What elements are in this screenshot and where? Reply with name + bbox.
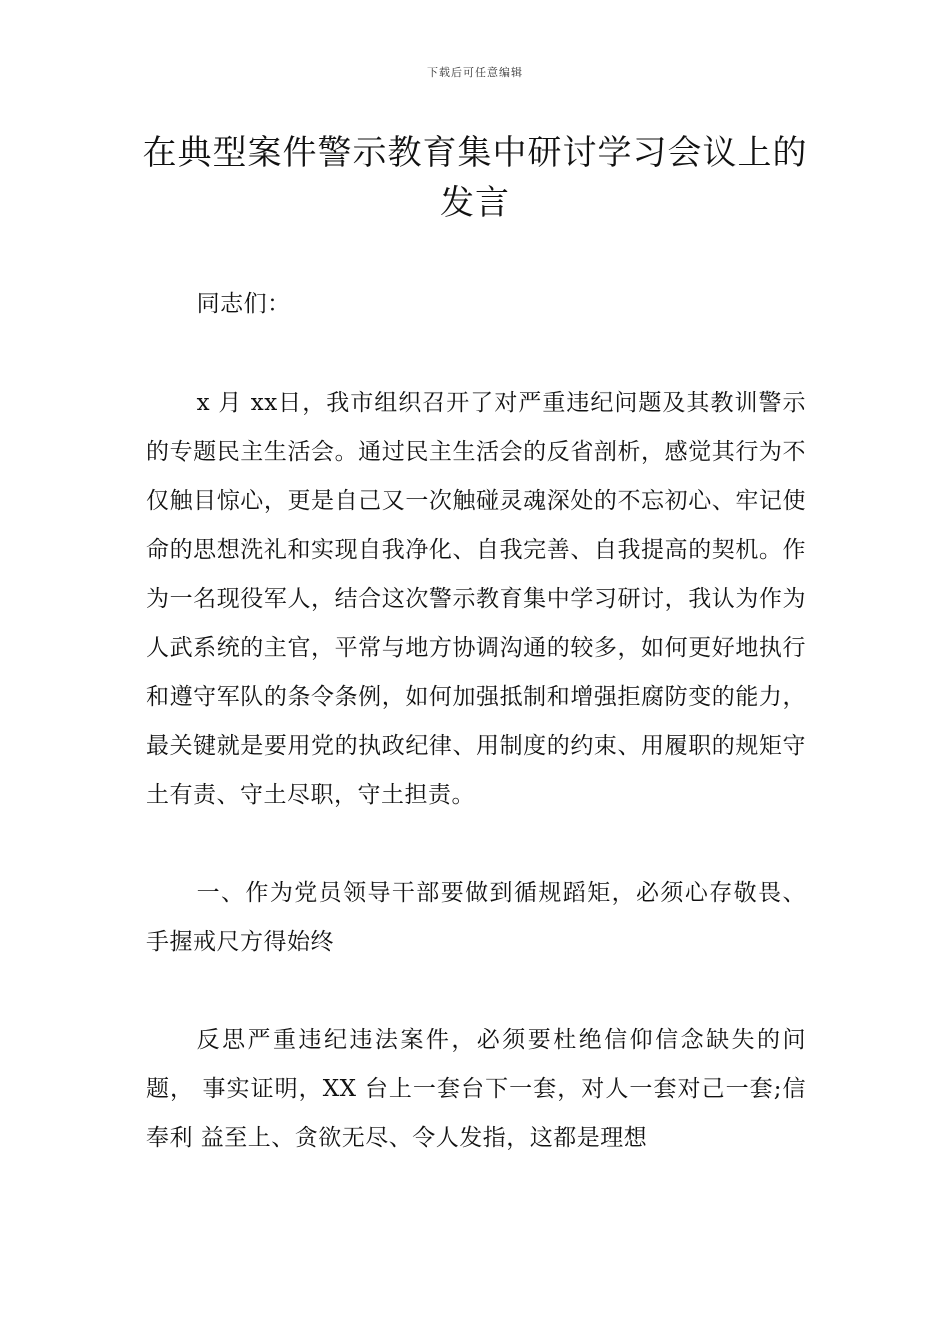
greeting: 同志们： [196, 291, 291, 317]
document-body [146, 280, 806, 1163]
section-heading-1: 一、作为党员领导干部要做到循规蹈矩，必须心存敬畏、 手握戒尺方得始终 [146, 880, 806, 955]
page-header-note: 下载后可任意编辑 [427, 66, 523, 79]
paragraph-reflection: 反思严重违纪违法案件，必须要杜绝信仰信念缺失的问题， 事实证明，XX 台上一套台下一套，对人一套对己一套;信奉利 益至上、贪欲无尽、令人发指，这都是理想 [146, 1027, 806, 1151]
paragraph-intro: x 月 xx日，我市组织召开了对严重违纪问题及其教训警示 的专题民主生活会。通过民主生活会的反省剖析，感觉其行为不仅触目惊心，更是自己又一次触碰灵魂深处的不忘初心、牢记使命的思想洗礼和实现自我净化、自我完善、自我提高的契机。作为一名现役军人，结合这次警示教育集中学习研讨，我认为作为人武系统的主官，平常与地方协调沟通的较多，如何更好地执行和遵守军队的条令条例，如何加强抵制和增强拒腐防变的能力，最关键就是要用党的执政纪律、用制度的约束、用履职的规矩守土有责、守土尽职，守土担责。 [146, 390, 806, 808]
document-title: 在典型案件警示教育集中研讨学习会议上的发言 [142, 133, 808, 223]
